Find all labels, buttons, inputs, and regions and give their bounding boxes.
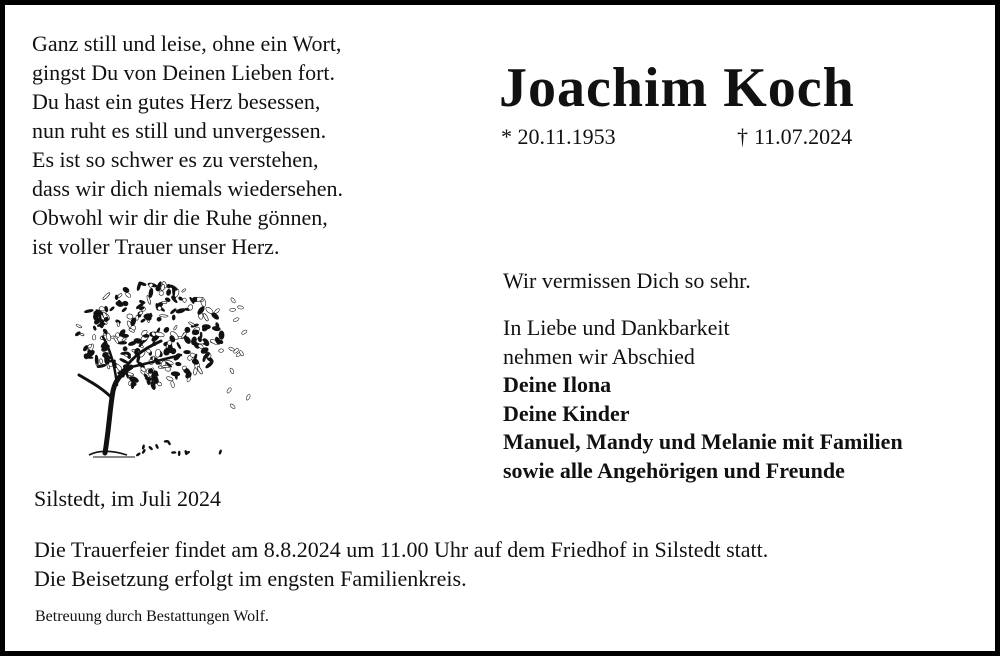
poem-line: Du hast ein gutes Herz besessen, bbox=[32, 89, 321, 114]
poem-line: Ganz still und leise, ohne ein Wort, bbox=[32, 31, 342, 56]
windblown-tree-icon bbox=[65, 263, 255, 463]
signature-line: Manuel, Mandy und Melanie mit Familien bbox=[503, 429, 903, 454]
closing-block bbox=[503, 314, 903, 485]
message: Wir vermissen Dich so sehr. bbox=[503, 268, 751, 293]
birth-date: * 20.11.1953 bbox=[501, 124, 616, 149]
deceased-name: Joachim Koch bbox=[499, 57, 855, 119]
poem-line: dass wir dich niemals wiedersehen. bbox=[32, 176, 343, 201]
closing-line: In Liebe und Dankbarkeit bbox=[503, 315, 730, 340]
funeral-line: Die Beisetzung erfolgt im engsten Familienkreis. bbox=[34, 565, 467, 591]
place-date: Silstedt, im Juli 2024 bbox=[34, 486, 222, 511]
poem-line: ist voller Trauer unser Herz. bbox=[32, 234, 280, 259]
signature-line: Deine Ilona bbox=[503, 372, 612, 397]
poem-line: Obwohl wir dir die Ruhe gönnen, bbox=[32, 205, 328, 230]
poem-line: nun ruht es still und unvergessen. bbox=[32, 118, 327, 143]
funeral-info bbox=[34, 536, 768, 593]
signature-line: Deine Kinder bbox=[503, 400, 630, 426]
death-date: 11.07.2024 bbox=[754, 124, 853, 149]
funeral-line: Die Trauerfeier findet am 8.8.2024 um 11.00 Uhr auf dem Friedhof in Silstedt statt. bbox=[34, 537, 769, 562]
poem-line: Es ist so schwer es zu verstehen, bbox=[32, 147, 319, 172]
closing-line: nehmen wir Abschied bbox=[503, 343, 695, 369]
poem-line: gingst Du von Deinen Lieben fort. bbox=[32, 60, 336, 85]
cross-icon: † bbox=[737, 124, 748, 149]
signature-line: sowie alle Angehörigen und Freunde bbox=[503, 457, 845, 483]
undertaker-credit: Betreuung durch Bestattungen Wolf. bbox=[35, 608, 269, 625]
poem bbox=[32, 29, 452, 261]
death-date-line bbox=[737, 123, 852, 151]
